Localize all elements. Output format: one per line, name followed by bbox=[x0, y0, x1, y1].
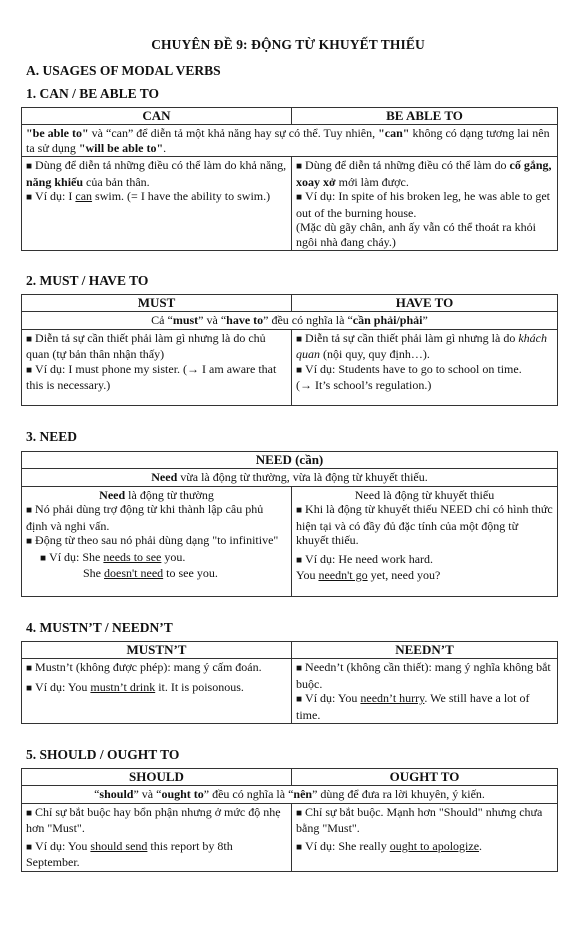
s5-col-left: SHOULD bbox=[22, 769, 292, 786]
s2-intro: Cả “must” và “have to” đều có nghĩa là “cần phải/phải” bbox=[22, 312, 558, 330]
s5-right-cell: ■ Chỉ sự bắt buộc. Mạnh hơn "Should" nhưng chưa bằng "Must". ■ Ví dụ: She really ought to apologize. bbox=[292, 803, 558, 871]
bullet-square-icon: ■ bbox=[296, 841, 303, 853]
bullet-square-icon: ■ bbox=[26, 192, 33, 203]
bullet-square-icon: ■ bbox=[26, 333, 33, 345]
s3-heading: 3. NEED bbox=[26, 429, 78, 444]
s5-table bbox=[21, 768, 558, 872]
s2-right-cell: ■ Diễn tả sự cần thiết phải làm gì nhưng là do khách quan (nội quy, quy định…). ■ Ví dụ: Students have to go to school on time. (→ It’s school’s regulation.) bbox=[292, 329, 558, 405]
s5-left-cell: ■ Chỉ sự bắt buộc hay bổn phận nhưng ở mức độ nhẹ hơn "Must". ■ Ví dụ: You should send this report by 8th September. bbox=[22, 803, 292, 871]
s4-right-cell: ■ Needn’t (không cần thiết): mang ý nghĩa không bắt buộc. ■ Ví dụ: You needn’t hurry. We still have a lot of time. bbox=[292, 659, 558, 724]
s4-heading: 4. MUSTN’T / NEEDN’T bbox=[26, 620, 173, 635]
bullet-square-icon: ■ bbox=[296, 161, 303, 172]
s5-col-right: OUGHT TO bbox=[292, 769, 558, 786]
s1-right-cell: ■ Dùng để diễn tả những điều có thể làm do cố gắng, xoay xở mới làm được. ■ Ví dụ: In spite of his broken leg, he was able to get out of the burning house. (Mặc dù gãy chân, anh ấy vẫn có thể thoát ra khỏi ngôi nhà đang cháy.) bbox=[292, 157, 558, 251]
s2-heading: 2. MUST / HAVE TO bbox=[26, 273, 149, 288]
s1-col-left: CAN bbox=[22, 108, 292, 125]
bullet-square-icon: ■ bbox=[296, 554, 303, 566]
section-a-heading: A. USAGES OF MODAL VERBS bbox=[26, 63, 221, 78]
s4-table bbox=[21, 641, 558, 724]
s4-left-cell: ■ Mustn’t (không được phép): mang ý cấm đoán. ■ Ví dụ: You mustn’t drink it. It is poisonous. bbox=[22, 659, 292, 724]
bullet-square-icon: ■ bbox=[296, 663, 303, 674]
bullet-square-icon: ■ bbox=[296, 364, 303, 376]
bullet-square-icon: ■ bbox=[26, 807, 33, 819]
bullet-square-icon: ■ bbox=[296, 505, 303, 516]
s5-intro: “should” và “ought to” đều có nghĩa là “nên” dùng để đưa ra lời khuyên, ý kiến. bbox=[22, 786, 558, 804]
s2-table bbox=[21, 294, 558, 406]
bullet-square-icon: ■ bbox=[26, 663, 33, 674]
bullet-square-icon: ■ bbox=[26, 536, 33, 547]
s4-col-right: NEEDN’T bbox=[292, 642, 558, 659]
s3-intro: Need vừa là động từ thường, vừa là động từ khuyết thiếu. bbox=[22, 469, 558, 487]
s1-heading: 1. CAN / BE ABLE TO bbox=[26, 86, 160, 101]
s1-left-cell: ■ Dùng để diễn tả những điều có thể làm do khả năng, năng khiếu của bản thân. ■ Ví dụ: I can swim. (= I have the ability to swim.) bbox=[22, 157, 292, 251]
bullet-square-icon: ■ bbox=[26, 161, 33, 172]
bullet-square-icon: ■ bbox=[296, 333, 303, 345]
bullet-square-icon: ■ bbox=[26, 682, 33, 694]
bullet-square-icon: ■ bbox=[26, 841, 33, 853]
s3-col-header: NEED (cần) bbox=[22, 452, 558, 469]
s1-col-right: BE ABLE TO bbox=[292, 108, 558, 125]
s2-col-right: HAVE TO bbox=[292, 295, 558, 312]
s2-left-cell: ■ Diễn tả sự cần thiết phải làm gì nhưng là do chủ quan (tự bản thân nhận thấy) ■ Ví dụ: I must phone my sister. (→ I am aware that this is necessary.) bbox=[22, 329, 292, 405]
bullet-square-icon: ■ bbox=[296, 694, 303, 705]
bullet-square-icon: ■ bbox=[296, 192, 303, 203]
document-title: CHUYÊN ĐỀ 9: ĐỘNG TỪ KHUYẾT THIẾU bbox=[151, 37, 425, 52]
s3-right-cell: Need là động từ khuyết thiếu ■ Khi là động từ khuyết thiếu NEED chỉ có hình thức hiện tại và có đầy đủ đặc tính của một động từ khuyết thiếu. ■ Ví dụ: He need work hard. You needn't go yet, need you? bbox=[292, 486, 558, 596]
s1-table bbox=[21, 107, 558, 251]
bullet-square-icon: ■ bbox=[26, 505, 33, 516]
s3-left-cell: Need là động từ thường ■ Nó phải dùng trợ động từ khi thành lập câu phủ định và nghi vấn. ■ Động từ theo sau nó phải dùng dạng "to infinitive" ■ Ví dụ: She needs to see you. She doesn't need to see you. bbox=[22, 486, 292, 596]
bullet-square-icon: ■ bbox=[26, 364, 33, 376]
s1-intro: "be able to" và “can” để diễn tả một khả năng hay sự có thể. Tuy nhiên, "can" không có dạng tương lai nên ta sử dụng "will be able to". bbox=[22, 125, 558, 157]
s4-col-left: MUSTN’T bbox=[22, 642, 292, 659]
s5-heading: 5. SHOULD / OUGHT TO bbox=[26, 747, 180, 762]
bullet-square-icon: ■ bbox=[40, 552, 47, 564]
s2-col-left: MUST bbox=[22, 295, 292, 312]
s3-table bbox=[21, 451, 558, 597]
bullet-square-icon: ■ bbox=[296, 807, 303, 819]
